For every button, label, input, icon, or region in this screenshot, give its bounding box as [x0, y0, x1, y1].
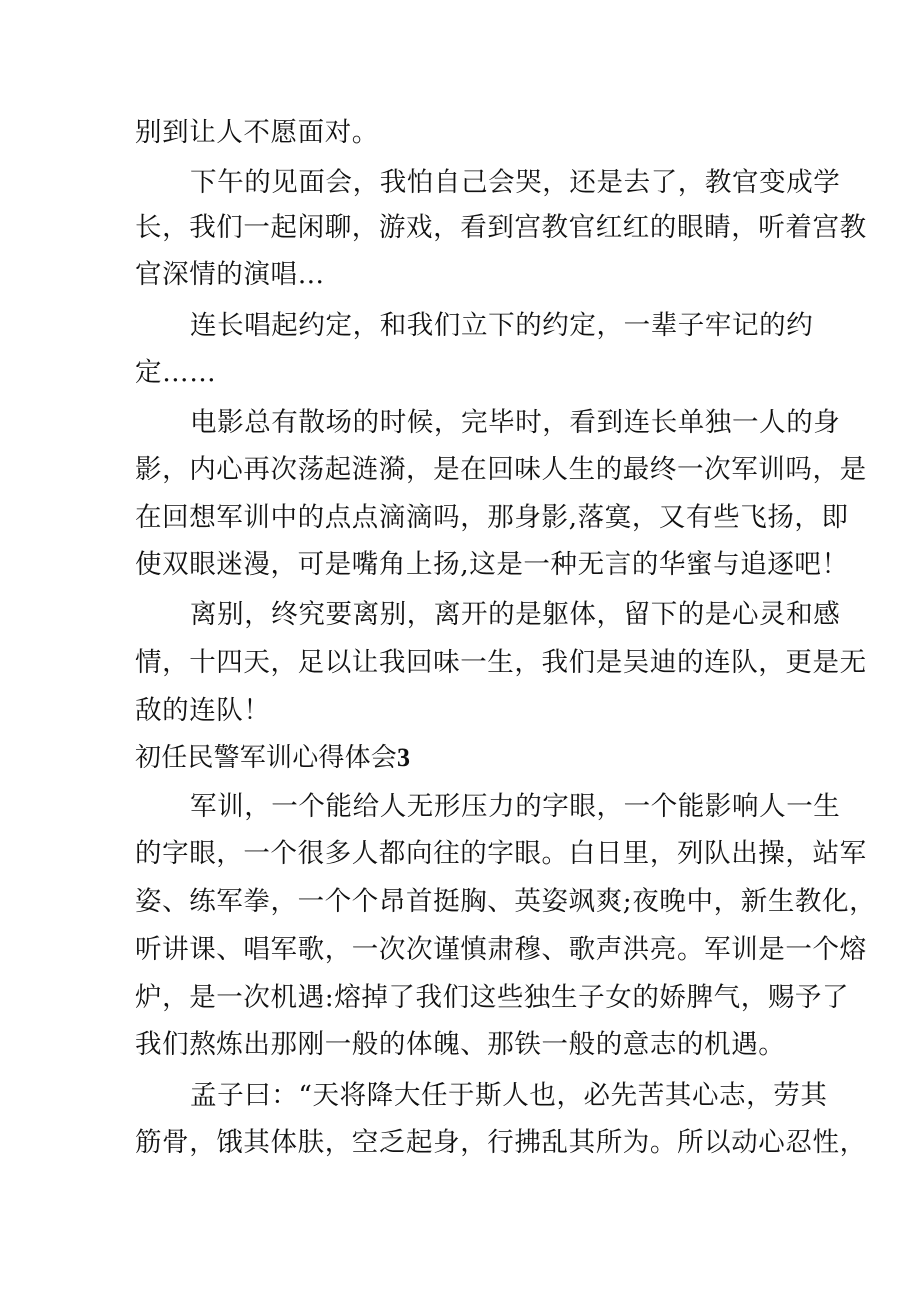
text-line: 孟子曰：“天将降大任于斯人也，必先苦其心志，劳其 — [190, 1080, 828, 1111]
text-line: 炉，是一次机遇:熔掉了我们这些独生子女的娇脾气，赐予了 — [135, 982, 850, 1013]
text-line: 我们熬炼出那刚一般的体魄、那铁一般的意志的机遇。 — [135, 1029, 786, 1060]
text-line: 的字眼，一个很多人都向往的字眼。白日里，列队出操，站军 — [135, 838, 867, 869]
text-line: 电影总有散场的时候，完毕时，看到连长单独一人的身 — [190, 407, 841, 438]
text-line: 离别，终究要离别，离开的是躯体，留下的是心灵和感 — [190, 599, 841, 630]
text-line: 连长唱起约定，和我们立下的约定，一辈子牢记的约 — [190, 310, 814, 341]
section-heading — [135, 738, 410, 778]
text-line: 定…… — [135, 357, 217, 388]
text-line: 敌的连队！ — [135, 695, 271, 726]
text-line: 情，十四天，足以让我回味一生，我们是吴迪的连队，更是无 — [135, 647, 867, 678]
text-line: 官深情的演唱… — [135, 259, 325, 290]
heading-text: 初任民警军训心得体会 — [135, 743, 398, 773]
text-line: 姿、练军拳，一个个昂首挺胸、英姿飒爽;夜晚中，新生教化， — [135, 886, 877, 917]
text-line: 军训，一个能给人无形压力的字眼，一个能影响人一生 — [190, 791, 841, 822]
text-line: 别到让人不愿面对。 — [135, 117, 379, 148]
text-line: 筋骨，饿其体肤，空乏起身，行拂乱其所为。所以动心忍性， — [135, 1127, 867, 1158]
text-line: 影，内心再次荡起涟漪，是在回味人生的最终一次军训吗，是 — [135, 454, 867, 485]
text-line: 在回想军训中的点点滴滴吗，那身影,落寞，又有些飞扬，即 — [135, 502, 849, 533]
text-line: 下午的见面会，我怕自己会哭，还是去了，教官变成学 — [190, 167, 841, 198]
text-line: 长，我们一起闲聊，游戏，看到宫教官红红的眼睛，听着宫教 — [135, 212, 867, 243]
text-line: 听讲课、唱军歌，一次次谨慎肃穆、歌声洪亮。军训是一个熔 — [135, 934, 867, 965]
heading-number: 3 — [397, 743, 411, 772]
text-line: 使双眼迷漫，可是嘴角上扬,这是一种无言的华蜜与追逐吧！ — [135, 549, 849, 580]
